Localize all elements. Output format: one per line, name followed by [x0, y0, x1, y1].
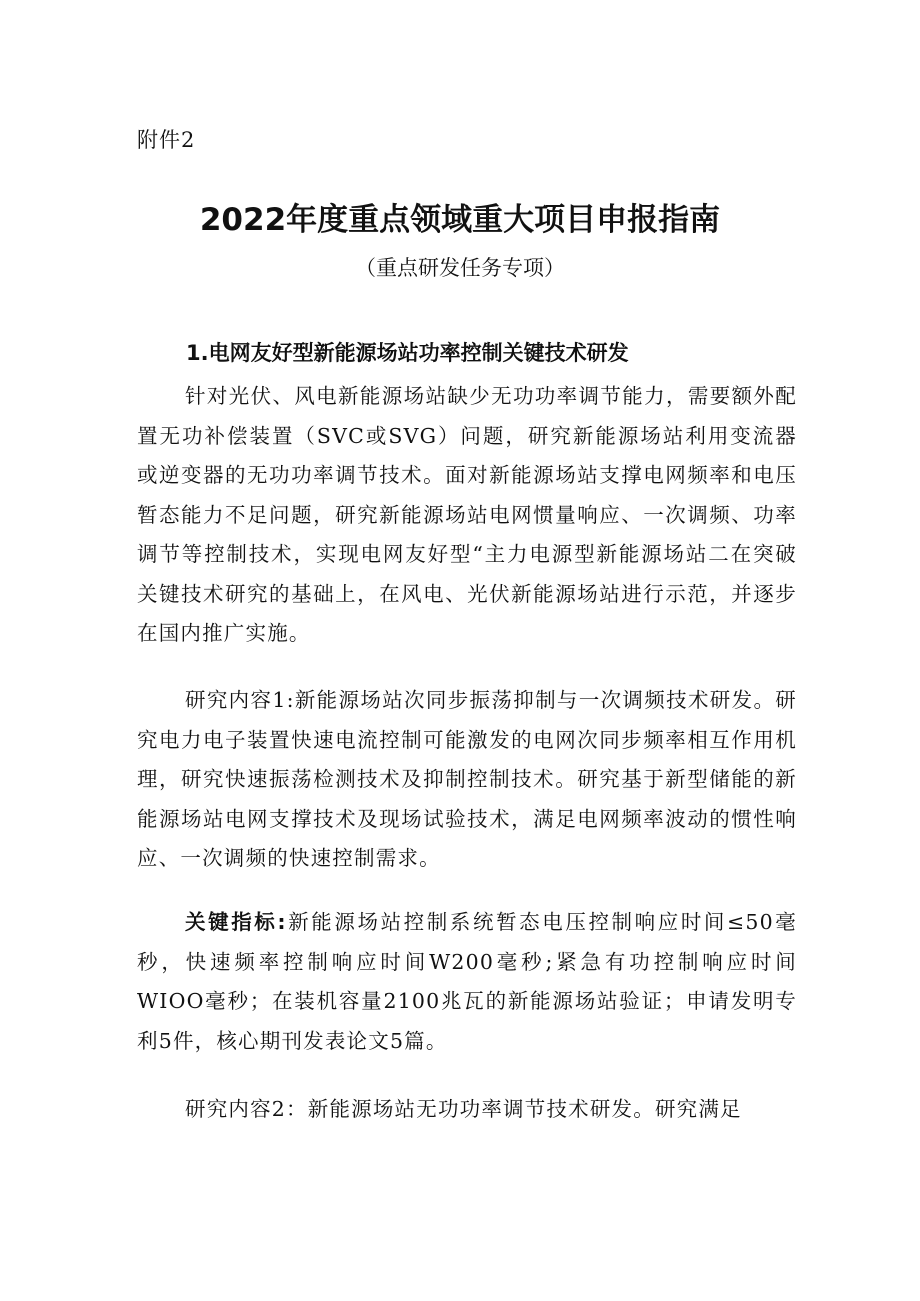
document-subtitle: （重点研发任务专项）	[355, 256, 565, 280]
paragraph-research-content-1: 研究内容1:新能源场站次同步振荡抑制与一次调频技术研发。研究电力电子装置快速电流控制可能激发的电网次同步频率相互作用机理，研究快速振荡检测技术及抑制控制技术。研究基于新型储能的新能源场站电网支撑技术及现场试验技术，满足电网频率波动的惯性响应、一次调频的快速控制需求。	[137, 688, 797, 870]
key-indicators-text: 新能源场站控制系统暂态电压控制响应时间≤50毫秒，快速频率控制响应时间W200毫秒;紧急有功控制响应时间WIOO毫秒；在装机容量2100兆瓦的新能源场站验证；申请发明专利5件，核心期刊发表论文5篇。	[137, 910, 797, 1053]
paragraph-key-indicators	[137, 903, 797, 1061]
paragraph-research-content-2: 研究内容2：新能源场站无功功率调节技术研发。研究满足	[185, 1097, 742, 1121]
paragraph-background: 针对光伏、风电新能源场站缺少无功功率调节能力，需要额外配置无功补偿装置（SVC或SVG）问题，研究新能源场站利用变流器或逆变器的无功功率调节技术。面对新能源场站支撑电网频率和电压暂态能力不足问题，研究新能源场站电网惯量响应、一次调频、功率调节等控制技术，实现电网友好型“主力电源型新能源场站二在突破关键技术研究的基础上，在风电、光伏新能源场站进行示范，并逐步在国内推广实施。	[137, 384, 797, 645]
document-title: 2022年度重点领域重大项目申报指南	[199, 202, 721, 238]
section-heading-1: 1.电网友好型新能源场站功率控制关键技术研发	[186, 341, 629, 365]
attachment-label: 附件2	[137, 128, 196, 152]
key-indicators-label: 关键指标:	[185, 910, 287, 934]
